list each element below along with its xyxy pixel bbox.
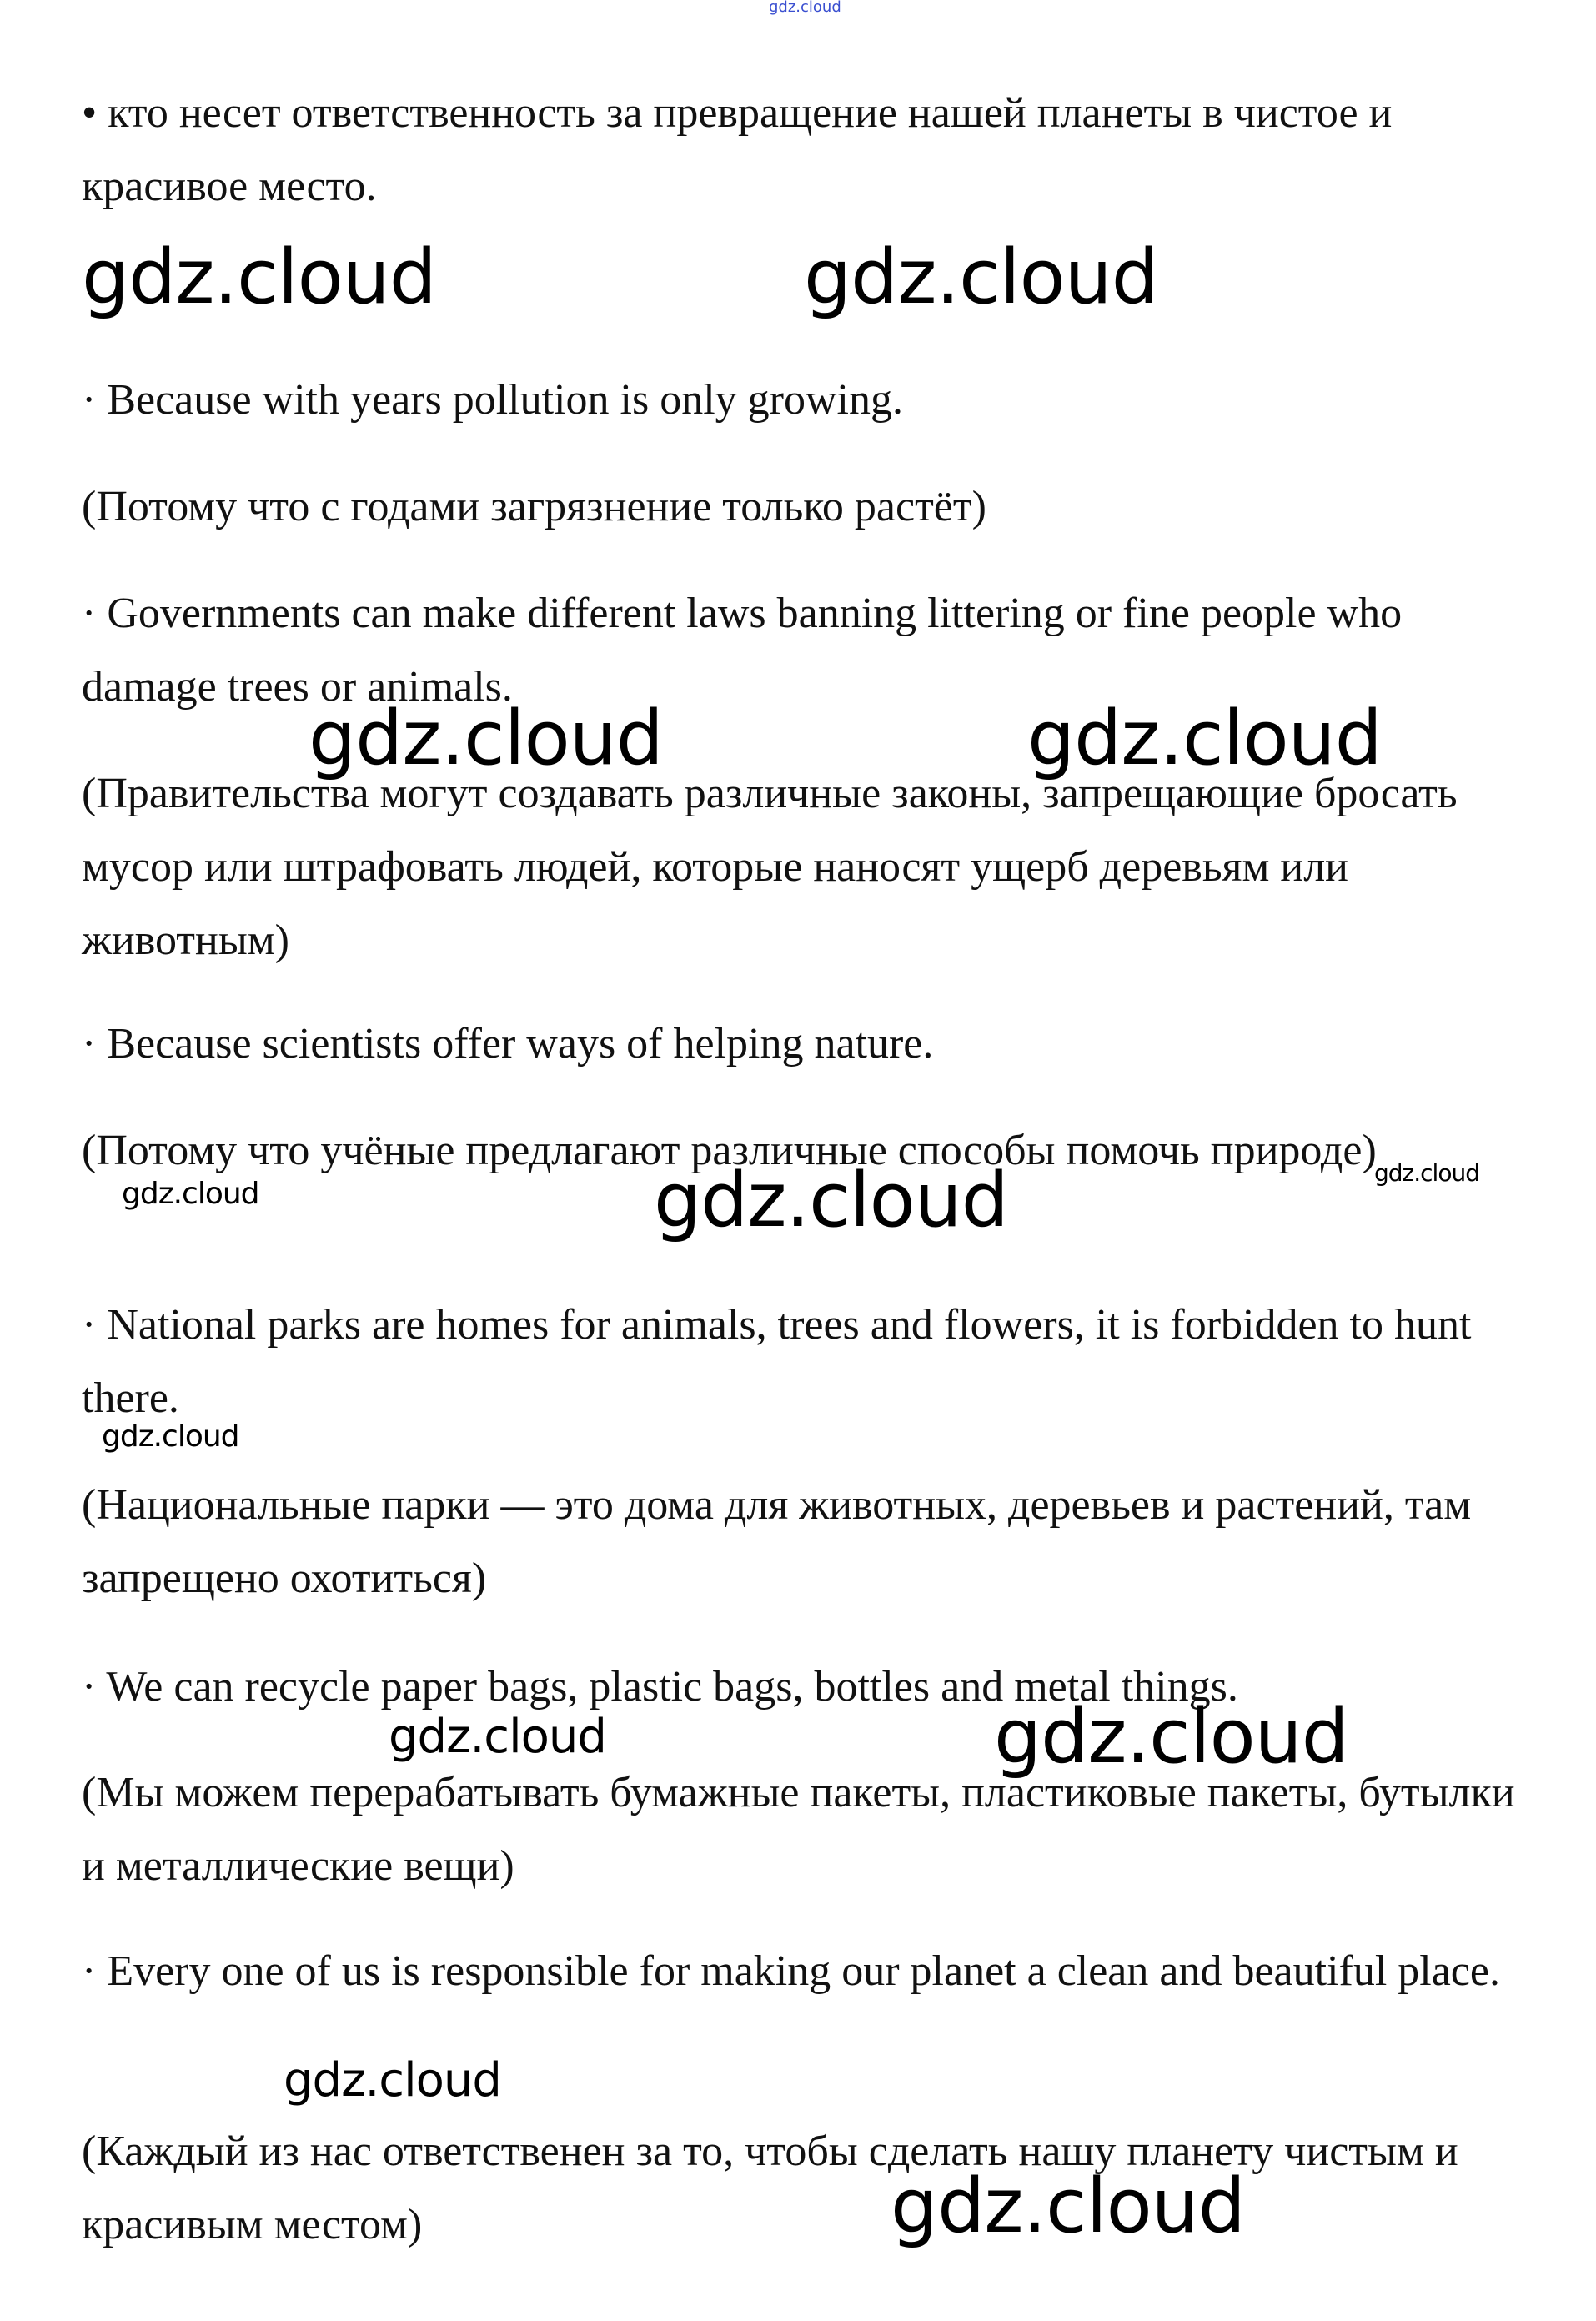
watermark: gdz.cloud [994, 1693, 1348, 1781]
paragraph-english: · National parks are homes for animals, trees and flowers, it is forbidden to hunt there. [82, 1301, 1472, 1422]
watermark: gdz.cloud [1027, 695, 1382, 782]
paragraph-english: · Because with years pollution is only growing. [82, 376, 903, 424]
watermark-top: gdz.cloud [769, 0, 841, 16]
paragraph-russian: (Национальные парки — это дома для животных, деревьев и растений, там запрещено охотиться) [82, 1481, 1472, 1602]
watermark: gdz.cloud [1374, 1159, 1479, 1187]
paragraph-english: · Because scientists offer ways of helping nature. [82, 1020, 934, 1068]
paragraph-russian: (Мы можем перерабатывать бумажные пакеты, пластиковые пакеты, бутылки и металлические вещи) [82, 1769, 1515, 1890]
paragraph-english: · Governments can make different laws banning littering or fine people who damage trees or animals. [82, 590, 1403, 711]
paragraph-intro: • кто несет ответственность за превращение нашей планеты в чистое и красивое место. [82, 89, 1393, 210]
watermark: gdz.cloud [122, 1177, 259, 1211]
paragraph-english: · We can recycle paper bags, plastic bags, bottles and metal things. [82, 1663, 1238, 1711]
watermark: gdz.cloud [654, 1157, 1008, 1244]
watermark: gdz.cloud [309, 695, 663, 782]
watermark: gdz.cloud [389, 1710, 606, 1764]
paragraph-russian: (Правительства могут создавать различные законы, запрещающие бросать мусор или штрафовать людей, которые наносят ущерб деревьям или животным) [82, 770, 1458, 964]
paragraph-russian: (Каждый из нас ответственен за то, чтобы сделать нашу планету чистым и красивым местом) [82, 2128, 1458, 2248]
watermark: gdz.cloud [102, 1419, 239, 1454]
paragraph-russian: (Потому что с годами загрязнение только растёт) [82, 483, 986, 530]
watermark: gdz.cloud [804, 234, 1158, 321]
watermark: gdz.cloud [284, 2053, 501, 2107]
watermark: gdz.cloud [891, 2163, 1245, 2250]
paragraph-russian: (Потому что учёные предлагают различные способы помочь природе) [82, 1127, 1377, 1174]
paragraph-english: · Every one of us is responsible for making our planet a clean and beautiful place. [82, 1947, 1500, 1995]
watermark: gdz.cloud [82, 234, 436, 321]
